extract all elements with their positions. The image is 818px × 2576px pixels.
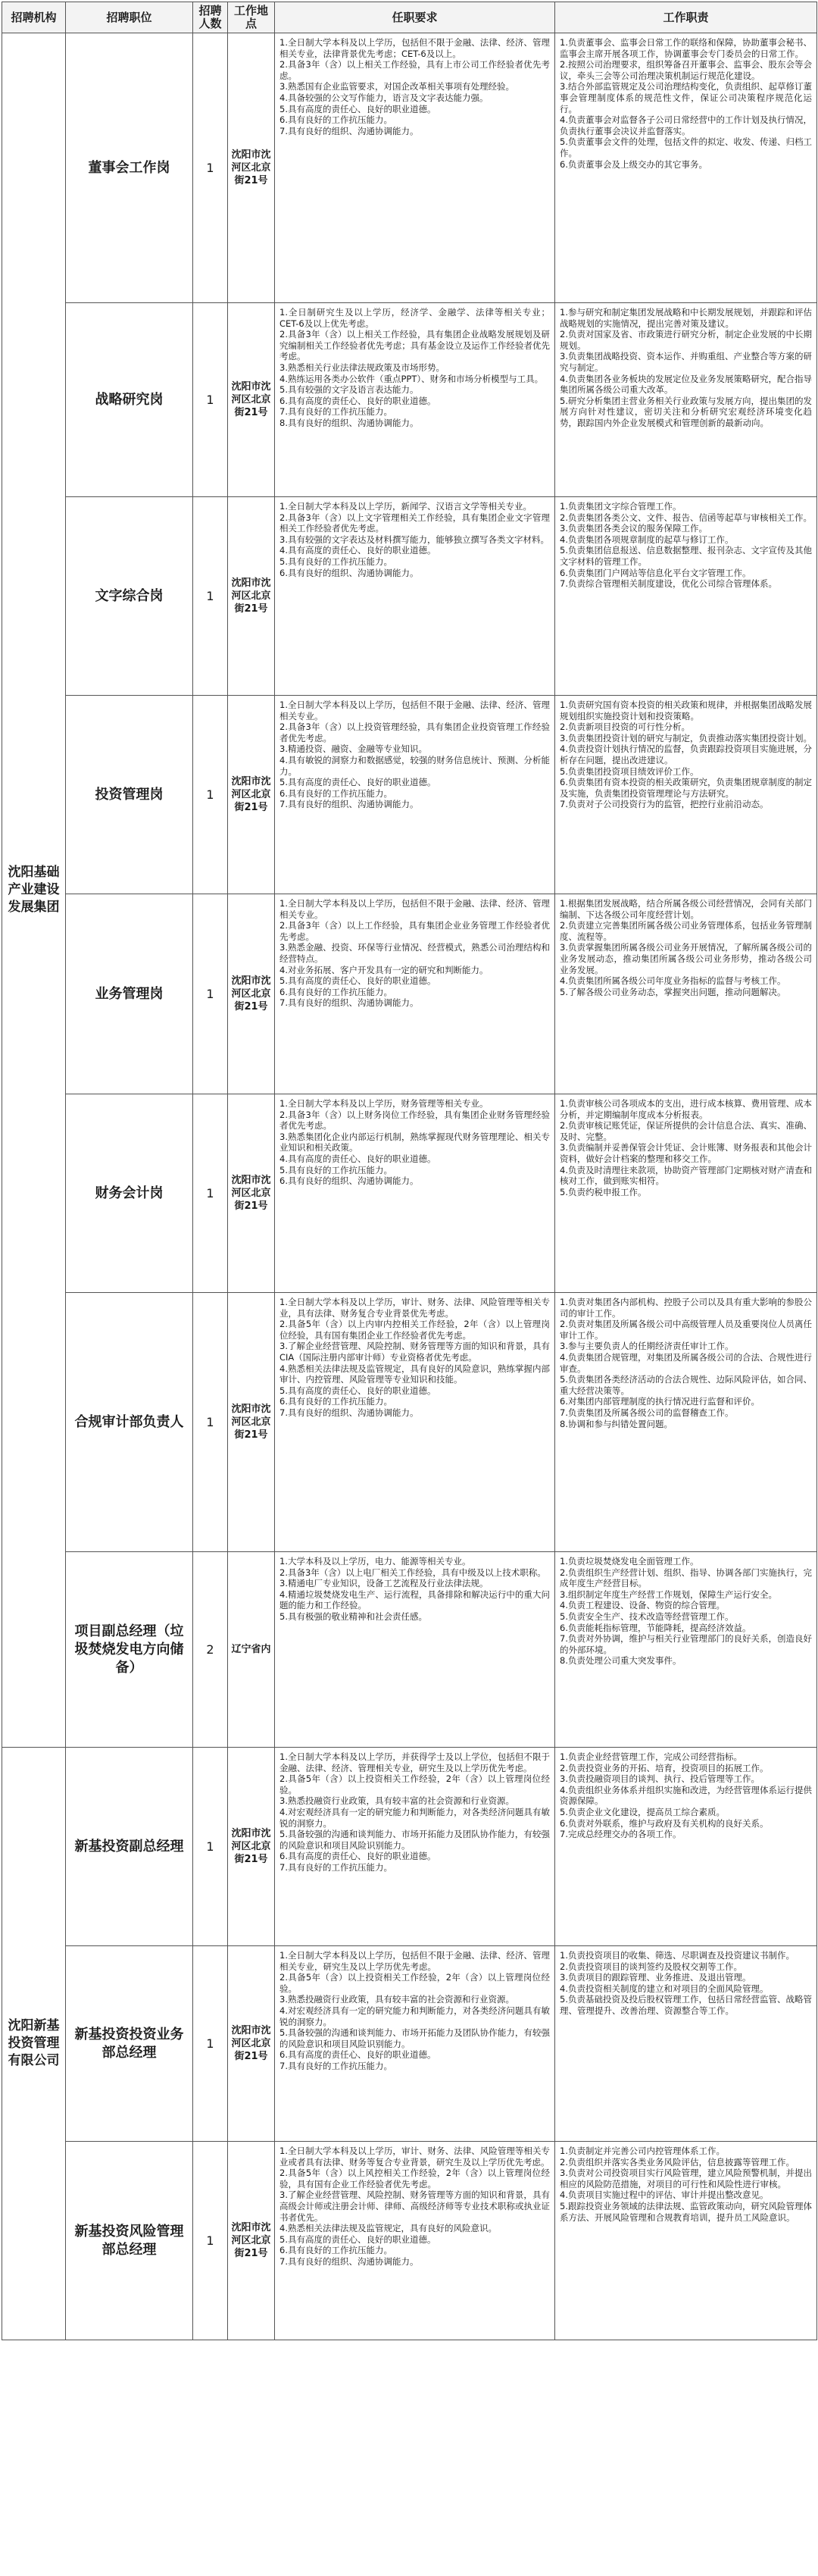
position-cell: 新基投资风险管理部总经理 [66,2142,193,2340]
count-cell: 1 [193,2142,228,2340]
duties-cell [555,894,817,1094]
requirement-item: 6.具有高度的责任心、良好的职业道德。 [279,2049,436,2061]
duty-item: 4.负责项目实施过程中的评估、审计并提出整改意见。 [560,2189,769,2201]
requirement-item: 4.对宏观经济具有一定的研究能力和判断能力，对各类经济问题具有敏锐的洞察力。 [279,2005,550,2027]
duty-item: 4.负责工程建设、设备、物资的综合管理。 [560,1600,725,1611]
requirement-item: 7.具有良好的组织、沟通协调能力。 [279,1407,419,1418]
location-cell: 沈阳市沈河区北京街21号 [228,497,275,696]
duty-item: 1.负责集团文字综合管理工作。 [560,501,682,512]
duty-item: 5.负责集团各类经济活动的合法合规性、边际风险评估，如合同、重大经营决策等。 [560,1374,812,1396]
requirement-item: 2.具备3年（含）以上财务岗位工作经验，具有集团企业财务管理经验者优先考虑。 [279,1109,550,1131]
table-row [2,894,817,1094]
duty-item: 2.负责组织并落实各类业务风险评估，信息披露等管理工作。 [560,2156,795,2168]
duty-item: 3.负责掌握集团所属各级公司业务开展情况，了解所属各级公司的业务发展动态，推动集团所属各级公司业务形势，推动各级公司业务发展。 [560,942,812,975]
requirement-item: 4.具有敏锐的洞察力和数据感觉，较强的财务信息统计、预测、分析能力。 [279,754,550,777]
requirement-item: 2.具备5年（含）以上风控相关工作经验，2年（含）以上管理岗位经验，具有国有企业工作经验者优先考虑。 [279,2168,550,2189]
requirement-item: 1.全日制大学本科及以上学历，财务管理等相关专业。 [279,1098,489,1109]
requirement-item: 6.具有良好的组织、沟通协调能力。 [279,567,419,578]
duty-item: 1.负责投资项目的收集、筛选、尽职调查及投资建议书制作。 [560,1950,795,1961]
duty-item: 1.负责垃圾焚烧发电全面管理工作。 [560,1556,699,1567]
duty-item: 1.负责企业经营管理工作，完成公司经营指标。 [560,1751,742,1762]
count-cell: 1 [193,303,228,497]
duty-item: 1.负责董事会、监事会日常工作的联络和保障，协助董事会秘书、监事会主席开展各项工作，协调董事会专门委员会的日常工作。 [560,37,812,59]
duty-item: 2.负责投资项目的谈判签约及股权交割等工作。 [560,1961,742,1972]
position-cell: 文字综合岗 [66,497,193,696]
requirements-cell [275,894,555,1094]
requirement-item: 5.具备较强的沟通和谈判能力、市场开拓能力及团队协作能力，有较强的风险意识和项目风险识别能力。 [279,1829,550,1851]
org-cell: 沈阳基础产业建设发展集团 [2,33,66,1748]
position-cell: 董事会工作岗 [66,33,193,303]
requirements-cell [275,1552,555,1748]
duty-item: 2.负责对集团及所属各级公司中高级管理人员及重要岗位人员离任审计工作。 [560,1319,812,1341]
requirement-item: 6.具有良好的工作抗压能力。 [279,1396,392,1407]
header-location: 工作地点 [228,2,275,33]
duty-item: 7.负责集团及所属各级公司的监督稽查工作。 [560,1407,734,1418]
requirement-item: 3.熟悉投融资行业政策，具有较丰富的社会资源和行业资源。 [279,1795,514,1807]
duties-cell [555,303,817,497]
duty-item: 1.参与研究和制定集团发展战略和中长期发展规划，并跟踪和评估战略规划的实施情况，提出完善对策及建议。 [560,307,812,329]
duty-item: 2.负责新项目投资的可行性分析。 [560,721,690,733]
requirement-item: 1.全日制大学本科及以上学历，包括但不限于金融、法律、经济、管理相关专业。 [279,898,550,920]
requirement-item: 3.熟悉集团化企业内部运行机制，熟练掌握现代财务管理理论、相关专业知识和相关政策。 [279,1131,550,1153]
duties-cell [555,33,817,303]
duty-item: 1.负责审核公司各项成本的支出，进行成本核算、费用管理、成本分析，并定期编制年度成本分析报表。 [560,1098,812,1120]
requirements-cell [275,497,555,696]
duty-item: 6.负责能耗指标管理，节能降耗，提高经济效益。 [560,1622,751,1633]
requirement-item: 4.具有高度的责任心、良好的职业道德。 [279,1153,436,1164]
requirement-item: 1.全日制大学本科及以上学历，包括但不限于金融、法律、经济、管理相关专业，法律背景优先考虑；CET-6及以上。 [279,37,550,59]
duty-item: 7.负责对子公司投资行为的监管，把控行业前沿动态。 [560,799,769,810]
duty-item: 2.负责审核记账凭证，保证所提供的会计信息合法、真实、准确、及时、完整。 [560,1120,812,1142]
duties-cell [555,497,817,696]
position-cell: 合规审计部负责人 [66,1293,193,1552]
duty-item: 3.参与主要负责人的任期经济责任审计工作。 [560,1341,734,1352]
duty-item: 6.对集团内部管理制度的执行情况进行监督和评价。 [560,1396,760,1407]
duty-item: 7.负责对外协调，维护与相关行业管理部门的良好关系，创造良好的外部环境。 [560,1633,812,1655]
duty-item: 6.负责集团门户网站等信息化平台文字管理工作。 [560,567,751,578]
requirements-cell [275,2142,555,2340]
requirement-item: 6.具有良好的工作抗压能力。 [279,986,392,997]
requirement-item: 7.具有良好的工作抗压能力。 [279,1861,392,1873]
duties-cell [555,696,817,894]
duty-item: 3.负责编制并妥善保管会计凭证、会计账簿、财务报表和其他会计资料，做好会计档案的整理和移交工作。 [560,1142,812,1164]
requirement-item: 6.具有高度的责任心、良好的职业道德。 [279,395,436,406]
requirement-item: 5.具有较强的文字及语言表达能力。 [279,384,419,396]
duty-item: 5.了解各级公司业务动态，掌握突出问题，推动问题解决。 [560,986,786,997]
requirements-cell [275,1293,555,1552]
location-cell: 沈阳市沈河区北京街21号 [228,1293,275,1552]
requirement-item: 6.具有良好的工作抗压能力。 [279,2245,392,2256]
table-row [2,696,817,894]
requirement-item: 5.具有高度的责任心、良好的职业道德。 [279,103,436,114]
location-cell: 沈阳市沈河区北京街21号 [228,33,275,303]
duties-cell [555,1946,817,2142]
duty-item: 3.负责集团战略投资、资本运作、并购重组、产业整合等方案的研究与制定。 [560,351,812,373]
requirement-item: 3.了解企业经营管理、风险控制、财务管理等方面的知识和背景，具有CIA（国际注册内部审计师）专业资格者优先考虑。 [279,1341,550,1363]
duty-item: 5.负责基础投资及投后股权管理工作，包括日常经营监管、战略管理、管理提升、改善治理、资源整合等工作。 [560,1994,812,2016]
duty-item: 1.根据集团发展战略，结合所属各级公司经营情况，会同有关部门编制、下达各级公司年度经营计划。 [560,898,812,920]
requirement-item: 2.具备3年（含）以上电厂相关工作经验，具有中级及以上技术职称。 [279,1567,546,1578]
duty-item: 2.按照公司治理要求，组织筹备召开董事会、监事会、股东会等会议，牵头三会等公司治理决策机制运行规范化建设。 [560,59,812,81]
requirement-item: 3.熟悉投融资行业政策，具有较丰富的社会资源和行业资源。 [279,1994,514,2005]
requirement-item: 3.熟悉相关行业法律法规政策及市场形势。 [279,362,445,373]
count-cell: 2 [193,1552,228,1748]
duty-item: 4.负责集团所属各级公司年度业务指标的监督与考核工作。 [560,975,786,987]
duty-item: 3.负责集团各类会议的服务保障工作。 [560,523,707,534]
requirement-item: 7.具有良好的组织、沟通协调能力。 [279,997,419,1009]
requirement-item: 5.具有极强的敬业精神和社会责任感。 [279,1610,427,1622]
requirement-item: 7.具有良好的工作抗压能力。 [279,406,392,418]
table-row [2,33,817,303]
requirement-item: 3.具有较强的文字表达及材料撰写能力，能够独立撰写各类文字材料。 [279,534,549,545]
table-row [2,1748,817,1946]
requirement-item: 4.精通垃圾焚烧发电生产、运行流程，具备排除和解决运行中的重大问题的能力和工作经验。 [279,1588,550,1611]
duty-item: 4.负责集团各业务板块的发展定位及业务发展策略研究，配合指导集团所属各级公司重大改革。 [560,373,812,396]
requirement-item: 6.具有良好的工作抗压能力。 [279,114,392,126]
requirement-item: 1.全日制大学本科及以上学历，包括但不限于金融、法律、经济、管理相关专业，研究生及以上学历优先考虑。 [279,1950,550,1972]
duty-item: 5.跟踪投资业务领域的法律法规、监管政策动向，研究风险管理体系方法、开展风险管理和合规教育培训，提升员工风险意识。 [560,2200,812,2223]
duties-cell [555,1748,817,1946]
duty-item: 3.结合外部监管规定及公司治理结构变化，负责组织、起草修订董事会管理制度体系的规范性文件，保证公司决策程序规范化运行。 [560,81,812,114]
duty-item: 2.负责集团各类公文、文件、报告、信函等起草与审核相关工作。 [560,512,812,523]
requirement-item: 4.熟悉相关法律法规及监管规定，具有良好的风险意识，熟练掌握内部审计、内控管理、风险管理等专业知识和技能。 [279,1363,550,1385]
table-row [2,1293,817,1552]
duty-item: 3.组织制定年度生产经营工作规划，保障生产运行安全。 [560,1588,777,1600]
duty-item: 3.负责投融资项目的谈判、执行、投后管理等工作。 [560,1773,760,1785]
requirement-item: 5.具有高度的责任心、良好的职业道德。 [279,777,436,788]
table-row [2,1946,817,2142]
requirement-item: 5.具备较强的沟通和谈判能力、市场开拓能力及团队协作能力，有较强的风险意识和项目风险识别能力。 [279,2027,550,2049]
duty-item: 5.负责安全生产、技术改造等经营管理工作。 [560,1610,734,1622]
duty-item: 1.负责研究国有资本投资的相关政策和规律，并根据集团战略发展规划组织实施投资计划和投资策略。 [560,700,812,721]
requirement-item: 4.具有高度的责任心、良好的职业道德。 [279,545,436,556]
requirement-item: 1.全日制大学本科及以上学历，审计、财务、法律、风险管理等相关专业或者具有法律、财务等复合专业背景，研究生及以上学历优先考虑。 [279,2146,550,2168]
requirement-item: 7.具有良好的组织、沟通协调能力。 [279,799,419,810]
count-cell: 1 [193,497,228,696]
location-cell: 沈阳市沈河区北京街21号 [228,894,275,1094]
position-cell: 财务会计岗 [66,1094,193,1293]
requirements-cell [275,303,555,497]
position-cell: 新基投资投资业务部总经理 [66,1946,193,2142]
duty-item: 8.负责处理公司重大突发事件。 [560,1655,682,1667]
duty-item: 4.负责董事会对监督各子公司日常经营中的工作计划及执行情况，负责执行董事会决议并监督落实。 [560,114,812,136]
header-row [2,2,817,33]
duty-item: 1.负责制定并完善公司内控管理体系工作。 [560,2146,725,2156]
requirement-item: 2.具备5年（含）以上投资相关工作经验，2年（含）以上管理岗位经验。 [279,1773,550,1795]
requirement-item: 5.具有良好的工作抗压能力。 [279,556,392,567]
requirement-item: 6.具有良好的工作抗压能力。 [279,787,392,799]
duty-item: 8.协调和参与纠错处置问题。 [560,1418,673,1429]
requirement-item: 3.熟悉国有企业监管要求，对国企改革相关事项有处理经验。 [279,81,514,92]
requirement-item: 1.全日制大学本科及以上学历，新闻学、汉语言文学等相关专业。 [279,501,532,512]
requirements-cell [275,1094,555,1293]
requirement-item: 2.具备3年（含）以上投资管理经验，具有集团企业投资管理工作经验者优先考虑。 [279,721,550,743]
duty-item: 5.负责集团信息报送、信息数据整理、报刊杂志、文字宣传及其他文字材料的管理工作。 [560,545,812,567]
requirement-item: 8.具有良好的组织、沟通协调能力。 [279,417,419,428]
duties-cell [555,1552,817,1748]
requirements-cell [275,33,555,303]
position-cell: 战略研究岗 [66,303,193,497]
duties-cell [555,1293,817,1552]
duty-item: 4.负责投资计划执行情况的监督，负责跟踪投资项目实施进展，分析存在问题，提出改进建议。 [560,743,812,765]
requirement-item: 4.对业务拓展、客户开发具有一定的研究和判断能力。 [279,964,489,975]
duty-item: 3.负责对公司投资项目实行风险管理，建立风险预警机制，并提出相应的风险防范措施，对项目的可行性和风险性进行审核。 [560,2168,812,2189]
table-row [2,303,817,497]
header-count: 招聘人数 [193,2,228,33]
duty-item: 6.负责董事会及上级交办的其它事务。 [560,158,707,170]
requirement-item: 3.了解企业经营管理、风险控制、财务管理等方面的知识和背景，具有高级会计师或注册会计师、律师、高级经济师等专业技术职称或执业证书者优先。 [279,2189,550,2223]
duty-item: 5.研究分析集团主营业务相关行业政策与发展方向，提出集团的发展方向针对性建议，密切关注和分析研究宏观经济环境变化趋势，跟踪国内外企业发展模式和管理创新的最新动向。 [560,395,812,428]
duty-item: 6.负责集团有资本投资的相关政策研究，负责集团规章制度的制定及实施，负责集团投资管理理论与方法研究。 [560,777,812,799]
duty-item: 2.负责投资业务的开拓、培育，投资项目的拓展工作。 [560,1762,769,1773]
table-row [2,2142,817,2340]
position-cell: 投资管理岗 [66,696,193,894]
position-cell: 项目副总经理（垃圾焚烧发电方向储备） [66,1552,193,1748]
requirement-item: 2.具备5年（含）以上投资相关工作经验，2年（含）以上管理岗位经验。 [279,1972,550,1994]
position-cell: 新基投资副总经理 [66,1748,193,1946]
location-cell: 沈阳市沈河区北京街21号 [228,303,275,497]
duty-item: 4.负责集团合规管理，对集团及所属各级公司的合法、合规性进行审查。 [560,1351,812,1374]
duty-item: 7.完成总经理交办的各项工作。 [560,1829,682,1840]
position-cell: 业务管理岗 [66,894,193,1094]
duties-cell [555,1094,817,1293]
duty-item: 3.负责集团投资计划的研究与制定，负责推动落实集团投资计划。 [560,732,812,743]
duty-item: 4.负责及时清理往来款项，协助资产管理部门定期核对财产清查和核对工作，做到账实相符。 [560,1164,812,1187]
duty-item: 5.负责约税申报工作。 [560,1186,647,1197]
requirement-item: 5.具有良好的工作抗压能力。 [279,1164,392,1175]
requirement-item: 1.大学本科及以上学历，电力、能源等相关专业。 [279,1556,471,1567]
requirement-item: 2.具备3年（含）以上文字管理相关工作经验，具有集团企业文字管理相关工作经验者优先考虑。 [279,512,550,534]
count-cell: 1 [193,1946,228,2142]
org-cell: 沈阳新基投资管理有限公司 [2,1748,66,2340]
duty-item: 4.负责组织业务体系并组织实施和改进，为经营管理体系运行提供资源保障。 [560,1784,812,1807]
requirement-item: 6.具有良好的组织、沟通协调能力。 [279,1175,419,1187]
requirement-item: 3.熟悉金融、投资、环保等行业情况、经营模式，熟悉公司治理结构和经营特点。 [279,942,550,964]
requirement-item: 1.全日制大学本科及以上学历，审计、财务、法律、风险管理等相关专业，具有法律、财务复合专业背景优先考虑。 [279,1297,550,1319]
table-row [2,1552,817,1748]
requirement-item: 2.具备3年（含）以上工作经验，具有集团企业业务管理工作经验者优先考虑。 [279,920,550,942]
requirement-item: 3.精通电厂专业知识，设备工艺流程及行业法律法规。 [279,1578,489,1589]
requirement-item: 1.全日制大学本科及以上学历，并获得学士及以上学位，包括但不限于金融、法律、经济、管理相关专业，研究生及以上学历优先考虑。 [279,1751,550,1773]
duty-item: 7.负责综合管理相关制度建设，优化公司综合管理体系。 [560,578,777,590]
location-cell: 沈阳市沈河区北京街21号 [228,1094,275,1293]
count-cell: 1 [193,696,228,894]
requirement-item: 2.具备5年（含）以上内审内控相关工作经验，2年（含）以上管理岗位经验，具有国有集团企业工作经验者优先考虑。 [279,1319,550,1341]
table-row [2,497,817,696]
requirements-cell [275,696,555,894]
requirements-cell [275,1748,555,1946]
duty-item: 4.负责投资相关制度的建立和对项目的全面风险管理。 [560,1983,769,1994]
duty-item: 6.负责对外联系，维护与政府及有关机构的良好关系。 [560,1817,769,1829]
duty-item: 2.负责组织生产经营计划、组织、指导、协调各部门实施执行，完成年度生产经营目标。 [560,1567,812,1589]
requirement-item: 1.全日制大学本科及以上学历，包括但不限于金融、法律、经济、管理相关专业。 [279,700,550,721]
requirement-item: 5.具有高度的责任心、良好的职业道德。 [279,2233,436,2245]
count-cell: 1 [193,1748,228,1946]
header-position: 招聘职位 [66,2,193,33]
duty-item: 2.负责建立完善集团所属各级公司业务管理体系，包括业务管理制度、流程等。 [560,920,812,942]
duty-item: 2.负责对国家及省、市政策进行研究分析，制定企业发展的中长期规划。 [560,329,812,351]
duty-item: 3.负责项目的跟踪管理、业务推进、及退出管理。 [560,1972,751,1983]
duties-cell [555,2142,817,2340]
requirement-item: 4.熟悉相关法律法规及监管规定，具有良好的风险意识。 [279,2223,497,2234]
header-requirements: 任职要求 [275,2,555,33]
requirement-item: 7.具有良好的组织、沟通协调能力。 [279,2255,419,2267]
location-cell: 沈阳市沈河区北京街21号 [228,1946,275,2142]
requirement-item: 2.具备3年（含）以上相关工作经验，具有集团企业战略发展规划及研究编制相关工作经验者优先考虑；具有基金设立及运作工作经验者优先考虑。 [279,329,550,362]
header-org: 招聘机构 [2,2,66,33]
requirement-item: 5.具有高度的责任心、良好的职业道德。 [279,1385,436,1396]
count-cell: 1 [193,894,228,1094]
count-cell: 1 [193,1293,228,1552]
requirement-item: 2.具备3年（含）以上相关工作经验，具有上市公司工作经验者优先考虑。 [279,59,550,81]
count-cell: 1 [193,1094,228,1293]
requirement-item: 5.具有高度的责任心、良好的职业道德。 [279,975,436,987]
requirement-item: 4.具备较强的公文写作能力，语言及文字表达能力强。 [279,92,489,103]
count-cell: 1 [193,33,228,303]
requirement-item: 1.全日制研究生及以上学历，经济学、金融学、法律等相关专业；CET-6及以上优先考虑。 [279,307,550,329]
location-cell: 辽宁省内 [228,1552,275,1748]
location-cell: 沈阳市沈河区北京街21号 [228,696,275,894]
requirement-item: 3.精通投资、融资、金融等专业知识。 [279,743,427,755]
table-row [2,1094,817,1293]
location-cell: 沈阳市沈河区北京街21号 [228,2142,275,2340]
duty-item: 5.负责集团投资项目绩效评价工作。 [560,765,699,777]
requirement-item: 4.熟练运用各类办公软件（重点PPT）、财务和市场分析模型与工具。 [279,373,544,384]
duty-item: 5.负责董事会文件的处理，包括文件的拟定、收发、传递、归档工作。 [560,136,812,158]
requirements-cell [275,1946,555,2142]
duty-item: 4.负责集团各项规章制度的起草与修订工作。 [560,534,734,545]
requirement-item: 4.对宏观经济具有一定的研究能力和判断能力，对各类经济问题具有敏锐的洞察力。 [279,1806,550,1829]
requirement-item: 7.具有良好的工作抗压能力。 [279,2060,392,2071]
requirement-item: 7.具有良好的组织、沟通协调能力。 [279,125,419,136]
duty-item: 1.负责对集团各内部机构、控股子公司以及具有重大影响的参股公司的审计工作。 [560,1297,812,1319]
header-duties: 工作职责 [555,2,817,33]
recruitment-table [2,2,817,2340]
location-cell: 沈阳市沈河区北京街21号 [228,1748,275,1946]
requirement-item: 6.具有高度的责任心、良好的职业道德。 [279,1851,436,1862]
duty-item: 5.负责企业文化建设，提高员工综合素质。 [560,1806,725,1817]
